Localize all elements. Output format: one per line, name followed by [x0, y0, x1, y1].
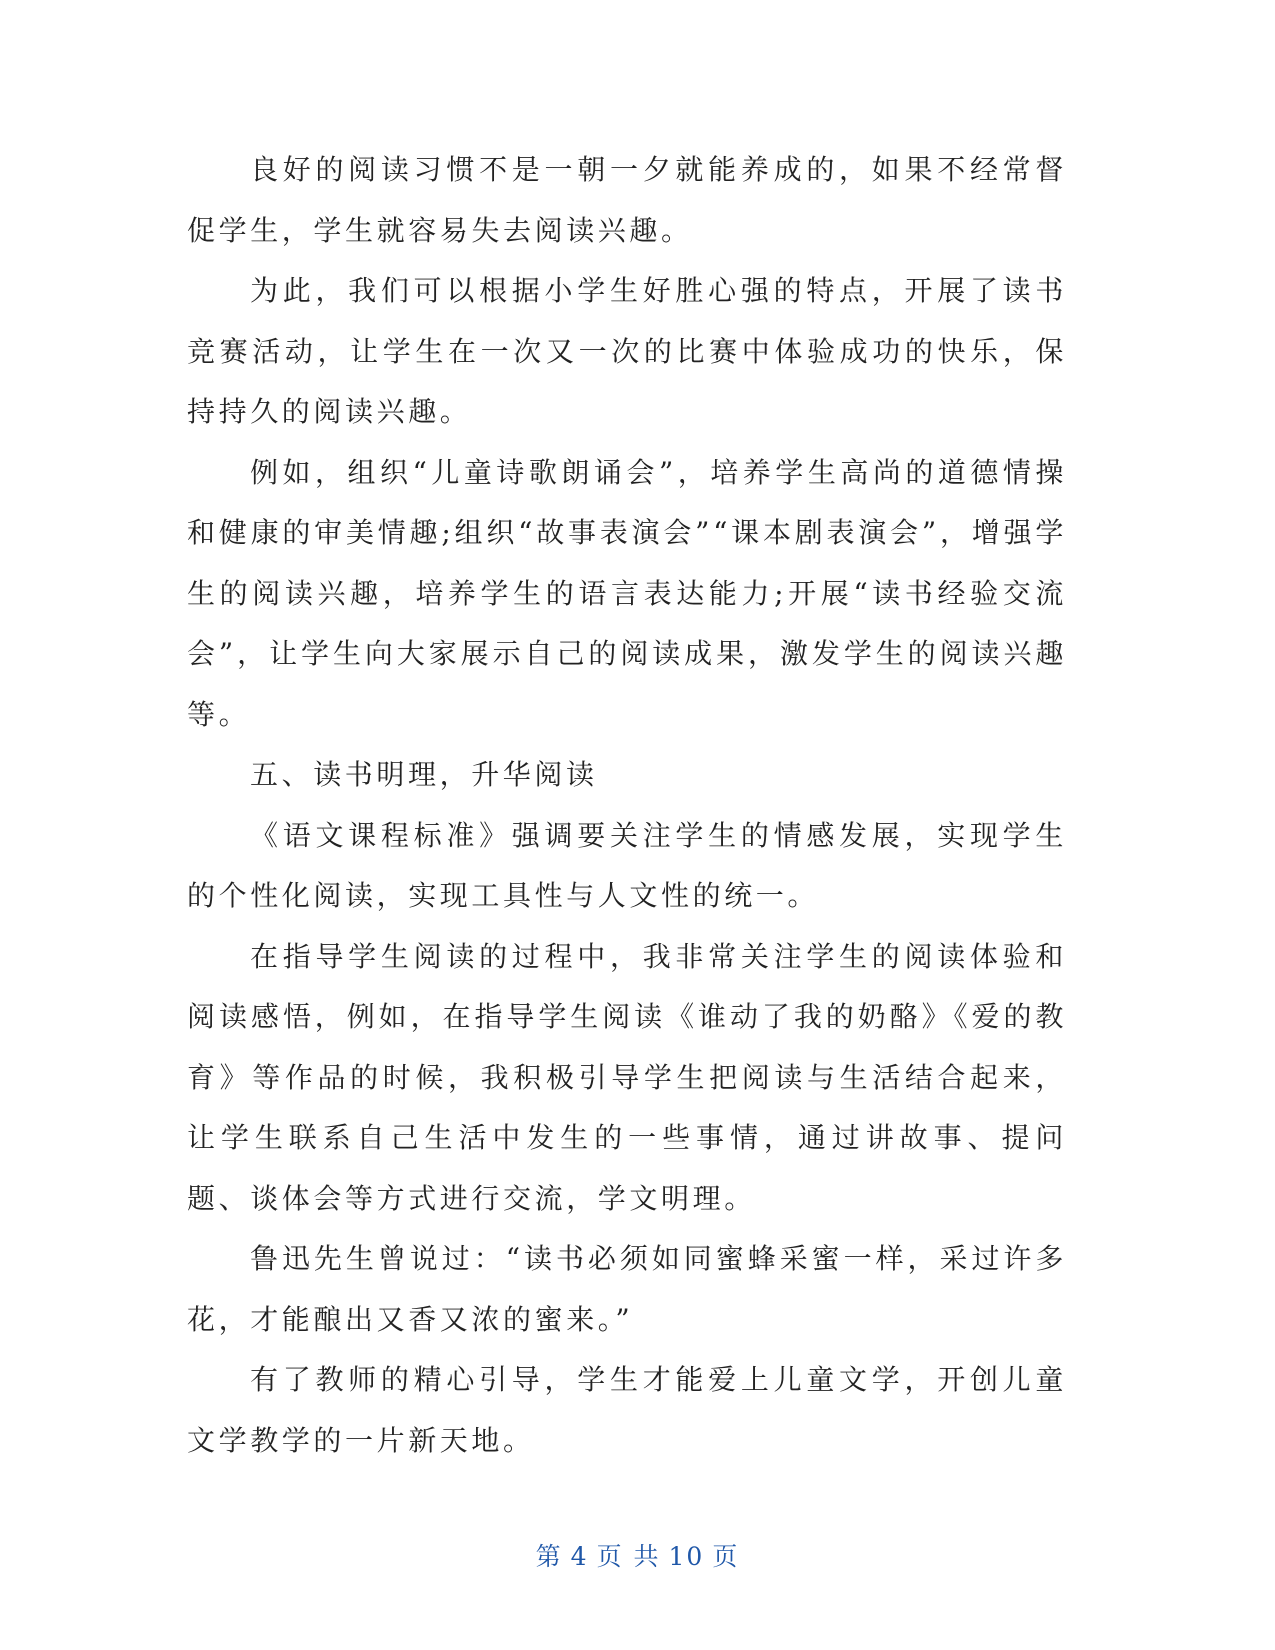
- paragraph-reading-competition: 为此，我们可以根据小学生好胜心强的特点，开展了读书竞赛活动，让学生在一次又一次的比赛中体验成功的快乐，保持持久的阅读兴趣。: [187, 274, 1067, 428]
- footer-prefix: 第: [535, 1542, 563, 1571]
- paragraph-reading-guidance: 在指导学生阅读的过程中，我非常关注学生的阅读体验和阅读感悟，例如，在指导学生阅读《谁动了我的奶酪》《爱的教育》等作品的时候，我积极引导学生把阅读与生活结合起来，让学生联系自己生活中发生的一些事情，通过讲故事、提问题、谈体会等方式进行交流，学文明理。: [187, 939, 1067, 1215]
- paragraph-conclusion: 有了教师的精心引导，学生才能爱上儿童文学，开创儿童文学教学的一片新天地。: [187, 1363, 1067, 1457]
- paragraph-activity-examples: 例如，组织“儿童诗歌朗诵会”，培养学生高尚的道德情操和健康的审美情趣;组织“故事表演会”“课本剧表演会”，增强学生的阅读兴趣，培养学生的语言表达能力;开展“读书经验交流会”，让学生向大家展示自己的阅读成果，激发学生的阅读兴趣等。: [187, 455, 1067, 731]
- footer-current-page: 4: [570, 1542, 589, 1571]
- page-footer: [0, 1542, 1275, 1572]
- paragraph-reading-habit: 良好的阅读习惯不是一朝一夕就能养成的，如果不经常督促学生，学生就容易失去阅读兴趣。: [187, 153, 1067, 247]
- document-body: [187, 140, 1067, 1471]
- section-heading-five: 五、读书明理，升华阅读: [250, 758, 598, 791]
- footer-total-pages: 10: [668, 1542, 705, 1571]
- footer-suffix: 页: [712, 1542, 740, 1571]
- footer-middle: 页 共: [596, 1542, 661, 1571]
- paragraph-luxun-quote: 鲁迅先生曾说过：“读书必须如同蜜蜂采蜜一样，采过许多花，才能酿出又香又浓的蜜来。”: [187, 1242, 1067, 1336]
- paragraph-curriculum-standard: 《语文课程标准》强调要关注学生的情感发展，实现学生的个性化阅读，实现工具性与人文性的统一。: [187, 818, 1067, 912]
